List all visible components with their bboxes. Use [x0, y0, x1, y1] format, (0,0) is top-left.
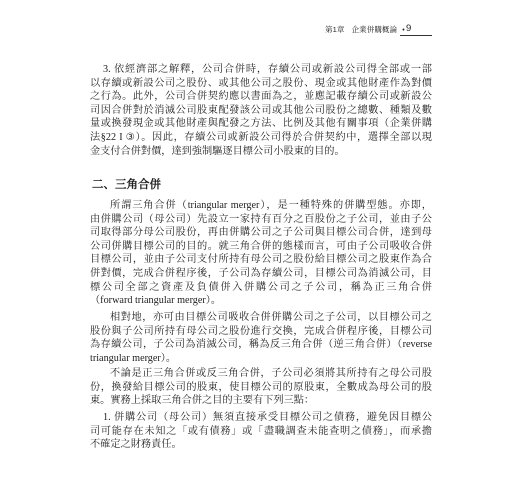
- text-line: 相對地，亦可由目標公司吸收合併併購公司之子公司，以目標公司之: [110, 312, 432, 323]
- header-separator: •: [402, 27, 405, 34]
- list-item-1: [90, 411, 432, 452]
- text-line: 股份與子公司所持有母公司之股份進行交換，完成合併程序後，目標公司: [90, 325, 432, 337]
- running-header: [325, 23, 405, 37]
- text-line: 以存續或新設公司之股份、或其他公司之股份、現金或其他財產作為對價: [90, 77, 432, 89]
- paragraph-definition: [90, 199, 432, 308]
- paragraph-purposes: [90, 367, 432, 408]
- text-line: 公司併購目標公司的目的。就三角合併的態樣而言，可由子公司吸收合併: [90, 240, 432, 252]
- text-line: 所謂三角合併（triangular merger），是一種特殊的併購型態。亦即，: [110, 200, 432, 211]
- page-number-box: [400, 22, 432, 36]
- text-line: 為存續公司，子公司為消滅公司，稱為反三角合併（逆三角合併）（reverse: [90, 339, 432, 351]
- chapter-label: 第1章: [325, 25, 345, 34]
- text-line: 目標公司，並由子公司支付所持有母公司之股份給目標公司之股東作為合: [90, 254, 432, 266]
- text-line: 由併購公司（母公司）先設立一家持有百分之百股份之子公司，並由子公: [90, 213, 432, 225]
- paragraph-reverse: [90, 311, 432, 365]
- section-heading: 二、三角合併: [92, 177, 161, 191]
- page-number: 9: [406, 23, 412, 34]
- text-line: 併對價，完成合併程序後，子公司為存續公司，目標公司為消滅公司，目: [90, 267, 432, 279]
- text-line: 量或換發現金或其他財產與配發之方法、比例及其他有關事項（企業併購: [90, 118, 432, 130]
- text-line: （forward triangular merger）。: [90, 295, 222, 307]
- text-line: 司可能存在未知之「或有債務」或「盡職調查未能查明之債務」，而承擔: [90, 425, 432, 437]
- text-line: 之行為。此外，公司合併契約應以書面為之，並應記載存續公司或新設公: [90, 91, 432, 103]
- text-line: triangular merger）。: [90, 352, 177, 364]
- text-line: 司取得部分母公司股份，再由併購公司之子公司與目標公司合併，達到母: [90, 227, 432, 239]
- paragraph-point-3: [90, 63, 432, 158]
- text-line: 標公司全部之資產及負債併入併購公司之子公司，稱為正三角合併: [90, 281, 432, 293]
- text-line: 司因合併對於消滅公司股東配發該公司或其他公司股份之總數、種類及數: [90, 104, 432, 116]
- text-line: 法§22 I ③）。因此，存續公司或新設公司得於合併契約中，選擇全部以現: [90, 131, 432, 143]
- text-line: 不論是正三角合併或反三角合併，子公司必須將其所持有之母公司股: [110, 368, 432, 379]
- chapter-title: 企業併購概論: [351, 25, 398, 34]
- text-line: 份，換發給目標公司的股東，使目標公司的原股東，全數成為母公司的股: [90, 381, 432, 393]
- text-line: 東。實務上採取三角合併之目的主要有下列三點：: [90, 395, 315, 407]
- text-line: 3. 依經濟部之解釋，公司合併時，存續公司或新設公司得全部或一部: [103, 64, 432, 75]
- text-line: 不確定之財務責任。: [90, 439, 182, 451]
- text-line: 1. 併購公司（母公司）無須直接承受目標公司之債務，避免因目標公: [103, 412, 432, 423]
- text-line: 金支付合併對價，達到強制驅逐目標公司小股東的目的。: [90, 145, 345, 157]
